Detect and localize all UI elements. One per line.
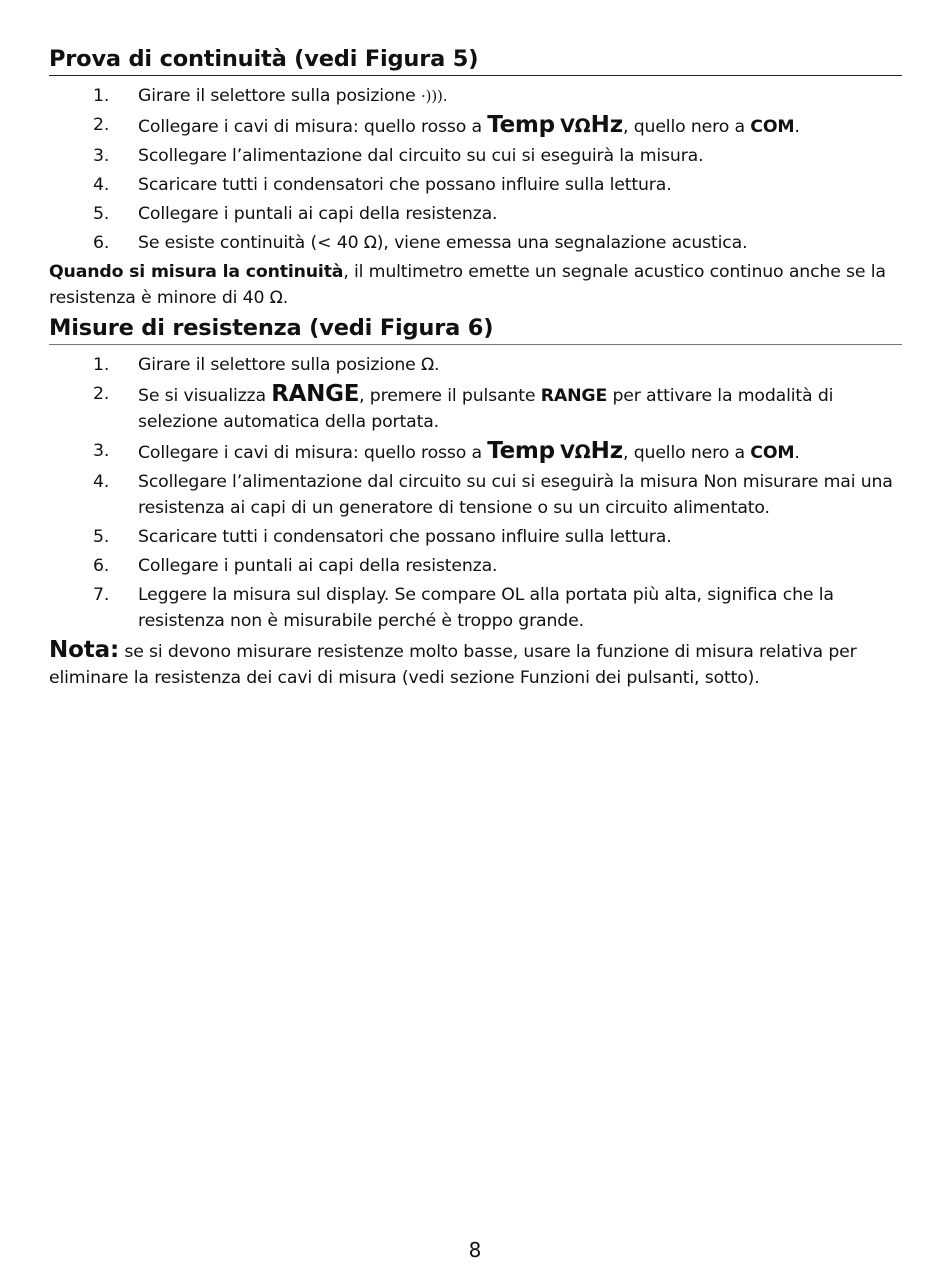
continuity-note-bold: Quando si misura la continuità — [49, 262, 344, 282]
step-number: 1. — [93, 355, 110, 375]
temp-jack-label: Temp — [487, 438, 555, 464]
nota-label: Nota: — [49, 637, 120, 663]
step-number: 6. — [93, 233, 110, 253]
continuity-beep-icon: ·))). — [421, 87, 448, 105]
range-button-label: RANGE — [540, 386, 608, 406]
com-jack-label: COM — [750, 443, 795, 463]
step-number: 4. — [93, 472, 110, 492]
list-item: 2. Collegare i cavi di misura: quello rosso a Temp VΩHz, quello nero a COM. — [93, 112, 800, 138]
step-text: Girare il selettore sulla posizione Ω. — [138, 355, 440, 375]
temp-jack-label: Temp — [487, 112, 555, 138]
page-number: 8 — [468, 1238, 482, 1262]
step-text: Scollegare l’alimentazione dal circuito su cui si eseguirà la misura Non misurare mai una resistenza ai capi di un generatore di tensione o su un circuito alimentato. — [138, 472, 893, 518]
step-number: 5. — [93, 527, 110, 547]
step-text: Se si visualizza — [138, 386, 272, 406]
nota-text: se si devono misurare resistenze molto basse, usare la funzione di misura relativa per eliminare la resistenza dei cavi di misura (vedi sezione Funzioni dei pulsanti, sotto). — [49, 642, 857, 688]
step-text: Collegare i puntali ai capi della resistenza. — [138, 556, 498, 576]
step-number: 7. — [93, 585, 110, 605]
step-number: 3. — [93, 146, 110, 166]
step-number: 2. — [93, 384, 110, 404]
nota-paragraph — [49, 637, 902, 691]
list-item — [49, 582, 902, 634]
list-item — [49, 352, 902, 378]
list-item — [49, 201, 902, 227]
step-text: , quello nero a — [623, 443, 751, 463]
resistance-steps-list — [49, 352, 902, 634]
step-number: 2. — [93, 115, 110, 135]
continuity-steps-list — [49, 83, 902, 256]
step-text: Collegare i cavi di misura: quello rosso a — [138, 117, 488, 137]
step-text: , quello nero a — [623, 117, 751, 137]
step-number: 6. — [93, 556, 110, 576]
list-item — [49, 230, 902, 256]
section-heading-continuity: Prova di continuità (vedi Figura 5) — [49, 44, 902, 76]
list-item — [49, 83, 902, 109]
step-number: 3. — [93, 441, 110, 461]
list-item — [49, 172, 902, 198]
vohmhz-jack-label: VΩHz — [560, 438, 624, 464]
list-item — [49, 524, 902, 550]
step-text: Collegare i cavi di misura: quello rosso a — [138, 443, 488, 463]
section-heading-resistance: Misure di resistenza (vedi Figura 6) — [49, 313, 902, 345]
step-number: 5. — [93, 204, 110, 224]
list-item — [49, 469, 902, 521]
document-page — [49, 44, 902, 691]
step-text: Se esiste continuità (< 40 Ω), viene emessa una segnalazione acustica. — [138, 233, 748, 253]
step-text: Collegare i puntali ai capi della resistenza. — [138, 204, 498, 224]
step-text: Scollegare l’alimentazione dal circuito su cui si eseguirà la misura. — [138, 146, 704, 166]
step-text: Girare il selettore sulla posizione — [138, 86, 421, 106]
list-item — [49, 553, 902, 579]
step-text: Scaricare tutti i condensatori che possano influire sulla lettura. — [138, 527, 672, 547]
step-text: Leggere la misura sul display. Se compare OL alla portata più alta, significa che la resistenza non è misurabile perché è troppo grande. — [138, 585, 834, 631]
continuity-note: Quando si misura la continuità, il multimetro emette un segnale acustico continuo anche se la resistenza è minore di 40 Ω. — [49, 262, 886, 308]
list-item — [49, 143, 902, 169]
step-number: 4. — [93, 175, 110, 195]
com-jack-label: COM — [750, 117, 795, 137]
step-text: Scaricare tutti i condensatori che possano influire sulla lettura. — [138, 175, 672, 195]
step-number: 1. — [93, 86, 110, 106]
list-item: 3. Collegare i cavi di misura: quello rosso a Temp VΩHz, quello nero a COM. — [93, 438, 800, 464]
range-display-label: RANGE — [271, 381, 360, 407]
list-item: 2. Se si visualizza RANGE, premere il pulsante RANGE per attivare la modalità di selezione automatica della portata. — [93, 381, 834, 432]
vohmhz-jack-label: VΩHz — [560, 112, 624, 138]
